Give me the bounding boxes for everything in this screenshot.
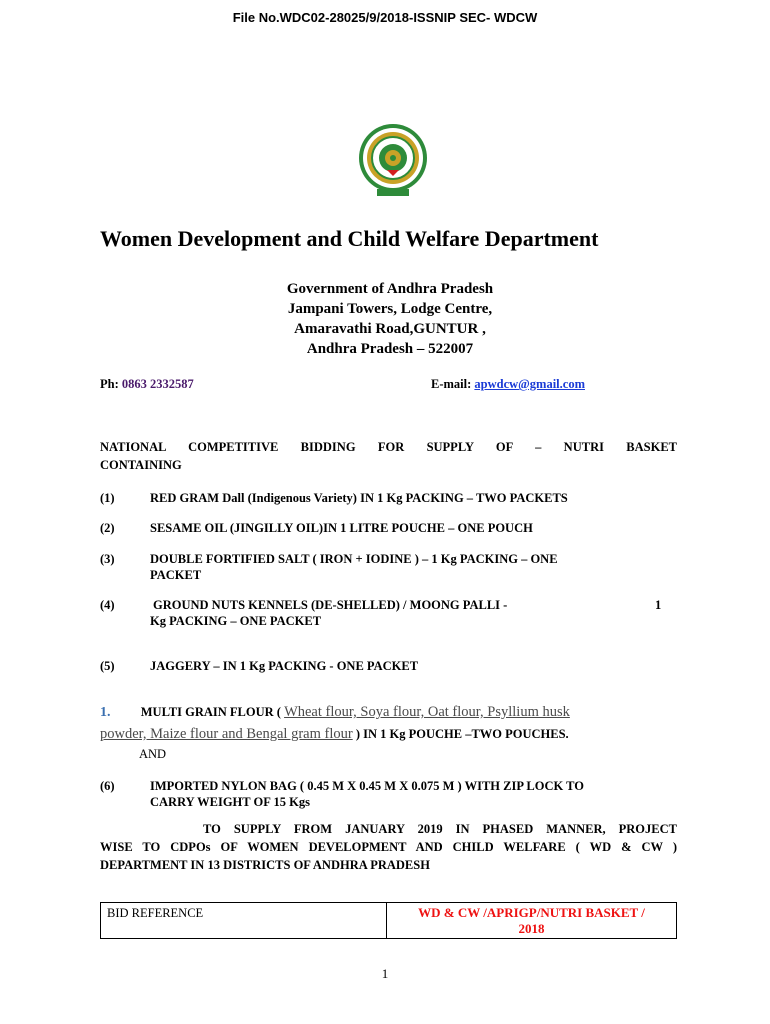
item-3-text-line-2: PACKET: [150, 568, 202, 582]
phone-number: 0863 2332587: [121, 377, 194, 391]
file-number-header: File No.WDC02-28025/9/2018-ISSNIP SEC- WDCW: [232, 10, 538, 25]
supply-line-3: DEPARTMENT IN 13 DISTRICTS OF ANDHRA PRADESH: [100, 858, 430, 872]
item-3-number: (3): [100, 552, 115, 566]
bid-reference-label: BID REFERENCE: [101, 903, 387, 938]
item-1-text: RED GRAM Dall (Indigenous Variety) IN 1 Kg PACKING – TWO PACKETS: [150, 491, 568, 505]
item-6-text-line-1: IMPORTED NYLON BAG ( 0.45 M X 0.45 M X 0.075 M ) WITH ZIP LOCK TO: [150, 779, 584, 793]
item-6-number: (6): [100, 779, 115, 793]
address-line-1: Government of Andhra Pradesh: [286, 281, 494, 297]
item-2-text: SESAME OIL (JINGILLY OIL)IN 1 LITRE POUCHE – ONE POUCH: [150, 521, 533, 535]
phone-block: [100, 377, 194, 392]
item-1-number: (1): [100, 491, 115, 505]
bidding-heading-line-2: CONTAINING: [100, 458, 182, 472]
multigrain-line-1: [100, 704, 690, 721]
multigrain-ingredients-a: Wheat flour, Soya flour, Oat flour, Psyllium husk: [284, 704, 570, 720]
and-connector: AND: [139, 747, 167, 761]
email-link[interactable]: apwdcw@gmail.com: [474, 377, 585, 391]
item-4-number: (4): [100, 598, 115, 612]
multigrain-label: MULTI GRAIN FLOUR (: [140, 705, 281, 719]
email-label: E-mail:: [431, 377, 472, 391]
multigrain-line-2: [100, 726, 690, 742]
item-4-text-line-1: GROUND NUTS KENNELS (DE-SHELLED) / MOONG PALLI -: [153, 598, 508, 612]
item-4-text-line-1-right: 1: [655, 598, 662, 612]
multigrain-ingredients-b: powder, Maize flour and Bengal gram flour: [100, 726, 353, 742]
page-number: 1: [381, 966, 389, 981]
supply-line-1: TO SUPPLY FROM JANUARY 2019 IN PHASED MANNER, PROJECT: [203, 822, 677, 836]
department-title: Women Development and Child Welfare Department: [100, 226, 599, 251]
item-5-number: (5): [100, 659, 115, 673]
item-6-text-line-2: CARRY WEIGHT OF 15 Kgs: [150, 795, 310, 809]
bidding-heading-line-1: NATIONAL COMPETITIVE BIDDING FOR SUPPLY OF – NUTRI BASKET: [100, 440, 677, 454]
address-line-2: Jampani Towers, Lodge Centre,: [287, 301, 493, 317]
bid-reference-value-line-2: 2018: [518, 921, 545, 936]
bid-reference-value-line-1: WD & CW /APRIGP/NUTRI BASKET /: [418, 905, 645, 920]
email-block: [431, 377, 585, 392]
address-line-3: Amaravathi Road,GUNTUR ,: [294, 321, 486, 337]
bid-reference-value: [387, 903, 676, 938]
multigrain-suffix: ) IN 1 Kg POUCHE –TWO POUCHES.: [355, 727, 569, 741]
multigrain-number: 1.: [100, 705, 111, 720]
andhra-pradesh-emblem-logo: [351, 118, 435, 202]
phone-label: Ph:: [100, 377, 119, 391]
address-line-4: Andhra Pradesh – 522007: [306, 341, 474, 357]
item-3-text-line-1: DOUBLE FORTIFIED SALT ( IRON + IODINE ) – 1 Kg PACKING – ONE: [150, 552, 558, 566]
item-4-text-line-2: Kg PACKING – ONE PACKET: [150, 614, 322, 628]
bid-reference-table: [100, 902, 677, 939]
item-5-text: JAGGERY – IN 1 Kg PACKING - ONE PACKET: [150, 659, 419, 673]
item-2-number: (2): [100, 521, 115, 535]
supply-line-2: WISE TO CDPOs OF WOMEN DEVELOPMENT AND CHILD WELFARE ( WD & CW ): [100, 840, 677, 854]
